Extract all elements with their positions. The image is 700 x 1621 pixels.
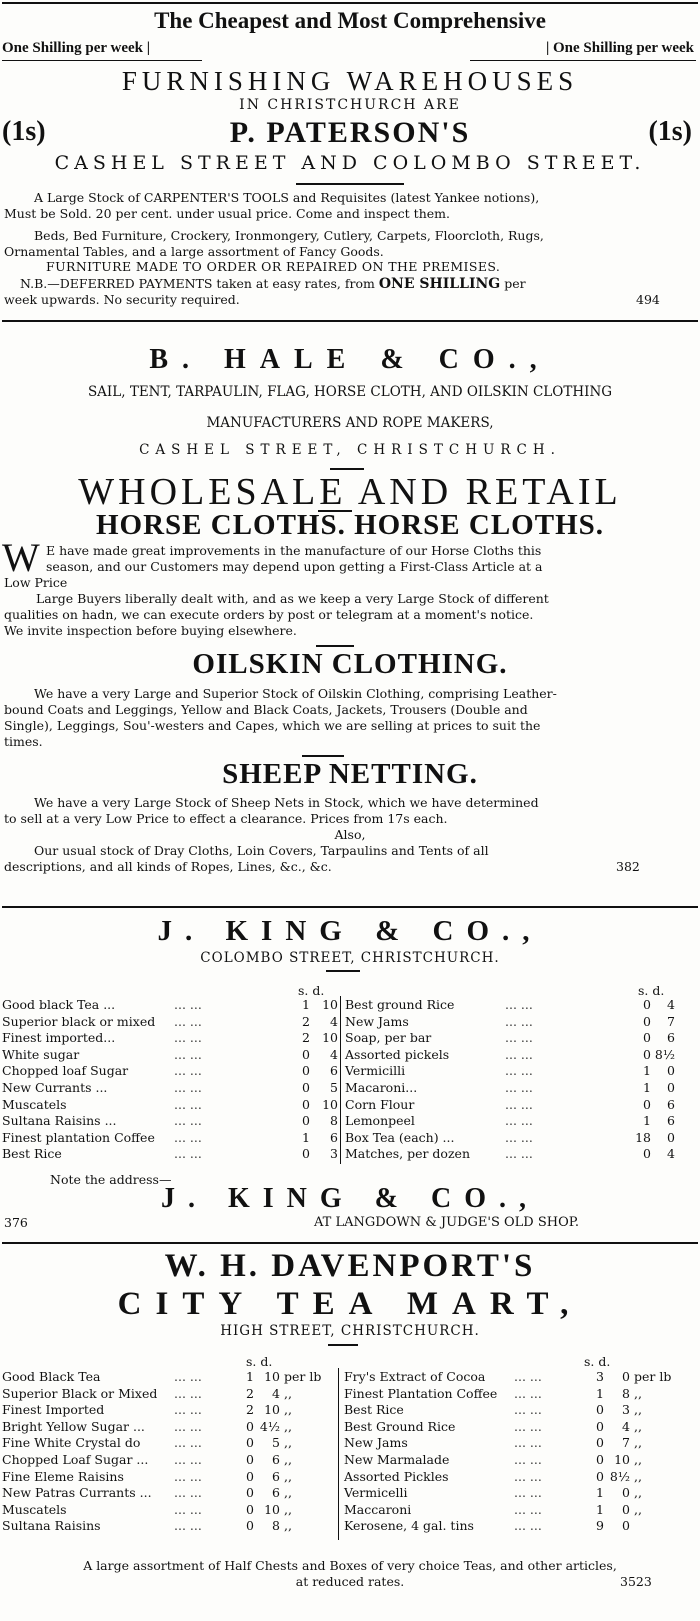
item-name: Sultana Raisins	[2, 1518, 101, 1534]
price-row	[2, 1063, 338, 1080]
price-shillings: 0	[643, 1046, 651, 1062]
hale-name: B. HALE & CO.,	[149, 344, 551, 375]
price-unit: ,,	[630, 1451, 642, 1467]
leader-dots: ... ...	[505, 997, 533, 1012]
price-shillings: 1	[596, 1501, 604, 1517]
price-unit: ,,	[280, 1501, 292, 1517]
price-pence: 0	[622, 1485, 630, 1501]
paterson-text: A Large Stock of CARPENTER'S TOOLS and Requisites (latest Yankee notions),	[34, 190, 540, 205]
price-row	[2, 997, 338, 1014]
item-name: Assorted pickels	[345, 1046, 450, 1062]
hale-line2: MANUFACTURERS AND ROPE MAKERS,	[206, 415, 494, 431]
item-name: White sugar	[2, 1046, 80, 1062]
price-row	[2, 1097, 338, 1114]
paterson-text: Must be Sold. 20 per cent. under usual price. Come and inspect them.	[4, 206, 450, 221]
leader-dots: ... ...	[514, 1451, 542, 1467]
price-shillings: 0	[643, 1013, 651, 1029]
price-shillings: 2	[246, 1402, 254, 1418]
price-shillings: 0	[246, 1418, 254, 1434]
leader-dots: ... ...	[514, 1402, 542, 1418]
item-name: Muscatels	[2, 1096, 67, 1112]
price-row	[344, 1435, 676, 1452]
price-row	[2, 1130, 338, 1147]
item-name: Chopped Loaf Sugar ...	[2, 1451, 149, 1467]
ad-ref-number: 3523	[620, 1574, 652, 1589]
price-unit: per lb	[630, 1369, 672, 1384]
divider	[2, 320, 698, 322]
price-row	[2, 1030, 338, 1047]
hale-text: season, and our Customers may depend upon getting a First-Class Article at a	[46, 559, 543, 574]
price-row	[344, 1518, 676, 1535]
price-row	[2, 1402, 336, 1419]
price-unit: ,,	[280, 1435, 292, 1451]
price-unit: ,,	[630, 1485, 642, 1501]
paterson-text: per	[504, 276, 526, 291]
price-pence: 0	[622, 1369, 630, 1384]
price-shillings: 0	[596, 1435, 604, 1451]
item-name: Fine Eleme Raisins	[2, 1468, 124, 1484]
hale-line1: SAIL, TENT, TARPAULIN, FLAG, HORSE CLOTH, AND OILSKIN CLOTHING	[87, 384, 613, 400]
price-row	[2, 1369, 336, 1386]
price-row	[2, 1518, 336, 1535]
price-pence: 10	[264, 1501, 280, 1517]
paterson-text: N.B.—DEFERRED PAYMENTS taken at easy rates, from	[20, 276, 375, 291]
hale-text: qualities on hadn, we can execute orders by post or telegram at a moment's notice.	[4, 607, 534, 622]
price-row	[344, 1369, 676, 1386]
leader-dots: ... ...	[174, 1079, 202, 1095]
price-shillings: 0	[302, 1046, 310, 1062]
leader-dots: ... ...	[514, 1468, 542, 1484]
price-shillings: 0	[596, 1451, 604, 1467]
price-pence: 10	[264, 1402, 280, 1418]
price-pence: 4	[667, 1146, 675, 1162]
item-name: Fine White Crystal do	[2, 1435, 141, 1451]
king-shop: AT LANGDOWN & JUDGE'S OLD SHOP.	[314, 1215, 579, 1230]
price-unit: ,,	[280, 1451, 292, 1467]
price-shillings: 2	[246, 1385, 254, 1401]
price-shillings: 0	[643, 1030, 651, 1046]
price-pence: 4	[330, 1046, 338, 1062]
leader-dots: ... ...	[514, 1418, 542, 1434]
item-name: Superior Black or Mixed	[2, 1385, 158, 1401]
price-shillings: 1	[643, 1063, 651, 1079]
price-unit	[630, 1518, 676, 1535]
price-shillings: 0	[246, 1518, 254, 1534]
price-shillings: 9	[596, 1518, 604, 1534]
price-row	[2, 1485, 336, 1502]
item-name: Finest Plantation Coffee	[344, 1385, 498, 1401]
leader-dots: ... ...	[505, 1079, 533, 1095]
leader-dots: ... ...	[174, 1046, 202, 1062]
sd-header: s. d.	[246, 1354, 273, 1369]
leader-dots: ... ...	[174, 1402, 202, 1418]
item-name: Maccaroni	[344, 1501, 412, 1517]
price-row	[2, 1113, 338, 1130]
item-name: Matches, per dozen	[345, 1146, 470, 1162]
price-pence: 6	[272, 1485, 280, 1501]
hale-text: Our usual stock of Dray Cloths, Loin Covers, Tarpaulins and Tents of all	[34, 843, 489, 858]
item-name: Muscatels	[2, 1501, 67, 1517]
leader-dots: ... ...	[514, 1501, 542, 1517]
price-shillings: 3	[596, 1369, 604, 1384]
price-pence: 0	[667, 1063, 675, 1079]
item-name: Good Black Tea	[2, 1369, 101, 1384]
price-shillings: 0	[246, 1451, 254, 1467]
paterson-address: CASHEL STREET AND COLOMBO STREET.	[54, 152, 646, 174]
hale-text: Large Buyers liberally dealt with, and as we keep a very Large Stock of different	[36, 591, 549, 606]
item-name: Finest Imported	[2, 1402, 105, 1418]
item-name: Box Tea (each) ...	[345, 1129, 455, 1145]
leader-dots: ... ...	[174, 1435, 202, 1451]
hale-text: Low Price	[4, 575, 68, 590]
price-row	[345, 1063, 675, 1080]
price-pence: 4½	[259, 1418, 280, 1434]
item-name: Vermicilli	[345, 1063, 406, 1079]
price-shillings: 18	[635, 1129, 651, 1145]
price-shillings: 1	[596, 1485, 604, 1501]
item-name: Best Rice	[344, 1402, 404, 1418]
price-pence: 7	[622, 1435, 630, 1451]
price-pence: 6	[272, 1468, 280, 1484]
hale-horse-cloths: HORSE CLOTHS. HORSE CLOTHS.	[95, 509, 605, 541]
leader-dots: ... ...	[505, 1146, 533, 1162]
price-shillings: 1	[302, 1129, 310, 1145]
price-shillings: 0	[246, 1468, 254, 1484]
hale-text: descriptions, and all kinds of Ropes, Lines, &c., &c.	[4, 859, 332, 874]
shilling-right: | One Shilling per week	[545, 40, 694, 56]
hale-text: We have a very Large Stock of Sheep Nets in Stock, which we have determined	[34, 795, 539, 810]
paterson-text: Beds, Bed Furniture, Crockery, Ironmongery, Cutlery, Carpets, Floorcloth, Rugs,	[34, 228, 544, 243]
davenport-address: HIGH STREET, CHRISTCHURCH.	[220, 1323, 480, 1339]
price-row	[345, 1130, 675, 1147]
price-row	[345, 1113, 675, 1130]
sd-header: s. d.	[638, 983, 665, 998]
item-name: Best ground Rice	[345, 997, 455, 1012]
price-row	[345, 997, 675, 1014]
price-shillings: 1	[643, 1079, 651, 1095]
price-row	[2, 1080, 338, 1097]
davenport-footer: at reduced rates.	[295, 1574, 405, 1589]
davenport-mart: CITY TEA MART,	[117, 1286, 583, 1322]
leader-dots: ... ...	[505, 1096, 533, 1112]
divider	[2, 1242, 698, 1244]
price-pence: 0	[667, 1079, 675, 1095]
hale-text: We invite inspection before buying elsewhere.	[4, 623, 297, 638]
davenport-footer: A large assortment of Half Chests and Boxes of very choice Teas, and other articles,	[83, 1558, 617, 1573]
price-unit: ,,	[630, 1501, 642, 1517]
price-unit: ,,	[280, 1485, 292, 1501]
leader-dots: ... ...	[174, 1468, 202, 1484]
price-pence: 0	[622, 1518, 630, 1534]
price-unit: ,,	[630, 1418, 642, 1434]
paterson-text: FURNITURE MADE TO ORDER OR REPAIRED ON THE PREMISES.	[46, 259, 501, 274]
price-row	[345, 1030, 675, 1047]
leader-dots: ... ...	[174, 1369, 202, 1384]
hale-wholesale: WHOLESALE AND RETAIL	[78, 471, 622, 513]
price-pence: 8½	[609, 1468, 630, 1484]
price-row	[2, 1419, 336, 1436]
item-name: New Patras Currants ...	[2, 1485, 152, 1501]
price-row	[344, 1502, 676, 1519]
davenport-price-list-right	[344, 1369, 676, 1535]
price-shillings: 0	[246, 1501, 254, 1517]
hale-text: Single), Leggings, Sou'-westers and Capes, which we are selling at prices to suit the	[4, 718, 541, 733]
price-pence: 6	[272, 1451, 280, 1467]
leader-dots: ... ...	[174, 1146, 202, 1162]
price-pence: 6	[667, 1113, 675, 1129]
item-name: Superior black or mixed	[2, 1013, 156, 1029]
price-unit: ,,	[280, 1402, 292, 1418]
price-pence: 6	[330, 1063, 338, 1079]
leader-dots: ... ...	[174, 1385, 202, 1401]
leader-dots: ... ...	[505, 1013, 533, 1029]
king-price-list-right	[345, 997, 675, 1163]
price-pence: 4	[330, 1013, 338, 1029]
leader-dots: ... ...	[174, 997, 202, 1012]
price-row	[344, 1386, 676, 1403]
king-price-list-left	[2, 997, 338, 1163]
price-shillings: 0	[596, 1418, 604, 1434]
item-name: Best Rice	[2, 1146, 62, 1162]
ad-ref-number: 382	[616, 859, 640, 874]
divider	[2, 906, 698, 908]
hale-sheep-netting: SHEEP NETTING.	[222, 758, 478, 790]
price-row	[2, 1047, 338, 1064]
price-row	[345, 1014, 675, 1031]
price-pence: 0	[622, 1501, 630, 1517]
leader-dots: ... ...	[505, 1113, 533, 1129]
price-row	[345, 1080, 675, 1097]
leader-dots: ... ...	[174, 1096, 202, 1112]
item-name: Fry's Extract of Cocoa	[344, 1369, 486, 1384]
item-name: Vermicelli	[344, 1485, 408, 1501]
price-shillings: 0	[246, 1485, 254, 1501]
item-name: Macaroni...	[345, 1079, 418, 1095]
price-pence: 6	[667, 1096, 675, 1112]
price-unit: ,,	[630, 1468, 642, 1484]
price-shillings: 0	[302, 1113, 310, 1129]
price-shillings: 0	[643, 1096, 651, 1112]
item-name: New Jams	[344, 1435, 408, 1451]
price-row	[2, 1146, 338, 1163]
item-name: Soap, per bar	[345, 1030, 432, 1046]
item-name: Assorted Pickles	[344, 1468, 449, 1484]
leader-dots: ... ...	[174, 1113, 202, 1129]
item-name: Bright Yellow Sugar ...	[2, 1418, 145, 1434]
price-row	[344, 1452, 676, 1469]
price-shillings: 0	[302, 1079, 310, 1095]
price-row	[2, 1469, 336, 1486]
leader-dots: ... ...	[514, 1369, 542, 1384]
item-name: New Currants ...	[2, 1079, 108, 1095]
price-unit: ,,	[630, 1435, 642, 1451]
price-pence: 8	[330, 1113, 338, 1129]
item-name: Finest plantation Coffee	[2, 1129, 155, 1145]
price-row	[344, 1402, 676, 1419]
item-name: New Marmalade	[344, 1451, 450, 1467]
hale-oilskin: OILSKIN CLOTHING.	[192, 648, 508, 680]
leader-dots: ... ...	[174, 1418, 202, 1434]
price-shillings: 1	[596, 1385, 604, 1401]
leader-dots: ... ...	[505, 1129, 533, 1145]
ad-ref-number: 494	[636, 292, 660, 307]
leader-dots: ... ...	[174, 1518, 202, 1534]
price-row	[344, 1485, 676, 1502]
leader-dots: ... ...	[514, 1435, 542, 1451]
king-note: Note the address—	[50, 1172, 172, 1187]
price-pence: 3	[622, 1402, 630, 1418]
price-row	[2, 1452, 336, 1469]
shilling-left: One Shilling per week |	[2, 40, 151, 56]
leader-dots: ... ...	[174, 1129, 202, 1145]
price-pence: 4	[622, 1418, 630, 1434]
price-pence: 5	[272, 1435, 280, 1451]
price-unit: ,,	[280, 1418, 292, 1434]
price-row	[344, 1469, 676, 1486]
price-shillings: 0	[596, 1468, 604, 1484]
price-row	[345, 1047, 675, 1064]
price-pence: 8½	[654, 1046, 675, 1062]
leader-dots: ... ...	[174, 1013, 202, 1029]
paterson-1s-left: (1s)	[2, 116, 46, 147]
sd-header: s. d.	[298, 983, 325, 998]
ad-ref-number: 376	[4, 1215, 28, 1230]
item-name: Finest imported...	[2, 1030, 116, 1046]
leader-dots: ... ...	[514, 1518, 542, 1534]
sd-header: s. d.	[584, 1354, 611, 1369]
hale-text: bound Coats and Leggings, Yellow and Black Coats, Jackets, Trousers (Double and	[4, 702, 528, 717]
price-shillings: 1	[643, 1113, 651, 1129]
price-pence: 10	[264, 1369, 280, 1384]
paterson-furnishing: FURNISHING WAREHOUSES	[121, 66, 579, 96]
item-name: Sultana Raisins ...	[2, 1113, 117, 1129]
price-shillings: 1	[302, 997, 310, 1012]
leader-dots: ... ...	[174, 1501, 202, 1517]
leader-dots: ... ...	[505, 1063, 533, 1079]
king-name: J. KING & CO.,	[157, 915, 543, 947]
item-name: Lemonpeel	[345, 1113, 415, 1129]
paterson-text: Ornamental Tables, and a large assortment of Fancy Goods.	[4, 244, 384, 259]
top-rule	[2, 2, 698, 4]
paterson-1s-right: (1s)	[648, 116, 692, 147]
price-unit: ,,	[280, 1385, 292, 1401]
paterson-name: P. PATERSON'S	[229, 116, 471, 149]
hale-text: Also,	[334, 827, 366, 842]
price-shillings: 1	[246, 1369, 254, 1384]
price-row	[2, 1502, 336, 1519]
item-name: Best Ground Rice	[344, 1418, 456, 1434]
price-row	[2, 1386, 336, 1403]
davenport-name: W. H. DAVENPORT'S	[164, 1248, 536, 1284]
price-pence: 4	[667, 997, 675, 1012]
leader-dots: ... ...	[174, 1063, 202, 1079]
item-name: Kerosene, 4 gal. tins	[344, 1518, 474, 1534]
leader-dots: ... ...	[505, 1030, 533, 1046]
price-shillings: 0	[596, 1402, 604, 1418]
hale-text: We have a very Large and Superior Stock of Oilskin Clothing, comprising Leather-	[34, 686, 557, 701]
price-row	[345, 1146, 675, 1163]
leader-dots: ... ...	[174, 1485, 202, 1501]
price-shillings: 0	[302, 1063, 310, 1079]
leader-dots: ... ...	[505, 1046, 533, 1062]
price-unit: ,,	[630, 1385, 642, 1401]
hale-address: CASHEL STREET, CHRISTCHURCH.	[139, 442, 561, 458]
price-shillings: 0	[302, 1096, 310, 1112]
price-pence: 8	[622, 1385, 630, 1401]
price-pence: 8	[272, 1518, 280, 1534]
price-shillings: 0	[302, 1146, 310, 1162]
price-row	[2, 1435, 336, 1452]
price-shillings: 2	[302, 1030, 310, 1046]
item-name: Chopped loaf Sugar	[2, 1063, 129, 1079]
price-pence: 10	[322, 1096, 338, 1112]
price-row	[345, 1097, 675, 1114]
hale-text: to sell at a very Low Price to effect a clearance. Prices from 17s each.	[4, 811, 448, 826]
paterson-top-line: The Cheapest and Most Comprehensive	[154, 8, 546, 33]
price-pence: 4	[272, 1385, 280, 1401]
price-shillings: 0	[643, 997, 651, 1012]
leader-dots: ... ...	[514, 1485, 542, 1501]
price-unit: per lb	[280, 1369, 322, 1384]
leader-dots: ... ...	[174, 1451, 202, 1467]
paterson-text: week upwards. No security required.	[4, 292, 240, 307]
price-shillings: 0	[246, 1435, 254, 1451]
price-shillings: 0	[643, 1146, 651, 1162]
leader-dots: ... ...	[514, 1385, 542, 1401]
leader-dots: ... ...	[174, 1030, 202, 1046]
hale-text: E have made great improvements in the manufacture of our Horse Cloths this	[46, 543, 542, 558]
price-pence: 6	[667, 1030, 675, 1046]
price-pence: 10	[614, 1451, 630, 1467]
price-row	[2, 1014, 338, 1031]
king-address: COLOMBO STREET, CHRISTCHURCH.	[200, 950, 500, 966]
davenport-price-list-left	[2, 1369, 336, 1535]
price-row	[344, 1419, 676, 1436]
price-shillings: 2	[302, 1013, 310, 1029]
item-name: Good black Tea ...	[2, 997, 116, 1012]
price-pence: 10	[322, 1030, 338, 1046]
king-name-repeat: J. KING & CO.,	[161, 1183, 539, 1214]
price-pence: 0	[667, 1129, 675, 1145]
price-unit: ,,	[280, 1468, 292, 1484]
price-pence: 3	[330, 1146, 338, 1162]
price-pence: 6	[330, 1129, 338, 1145]
price-unit: ,,	[630, 1402, 642, 1418]
price-unit: ,,	[280, 1518, 292, 1534]
price-pence: 7	[667, 1013, 675, 1029]
price-pence: 10	[322, 997, 338, 1012]
item-name: Corn Flour	[345, 1096, 415, 1112]
item-name: New Jams	[345, 1013, 409, 1029]
paterson-in-christchurch: IN CHRISTCHURCH ARE	[239, 97, 461, 113]
price-pence: 5	[330, 1079, 338, 1095]
one-shilling-bold: ONE SHILLING	[378, 276, 501, 292]
hale-text: times.	[4, 734, 43, 749]
drop-cap: W	[2, 535, 40, 580]
